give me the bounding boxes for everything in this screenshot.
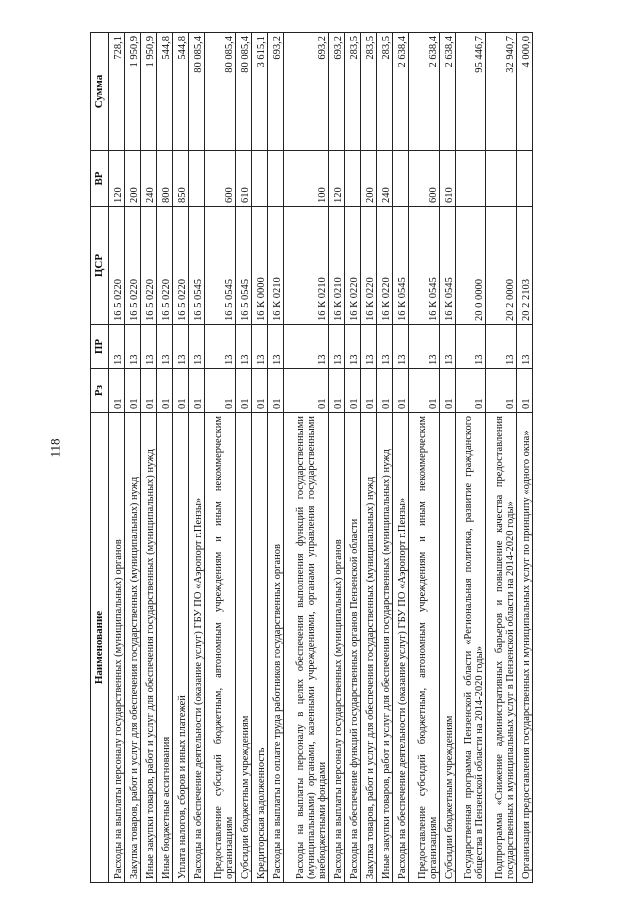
row-vr-cell — [251, 151, 267, 207]
row-pr-cell: 13 — [157, 325, 173, 369]
table-row — [455, 33, 486, 883]
budget-table — [90, 32, 533, 883]
row-rz-cell: 01 — [439, 369, 455, 413]
row-name-cell: Расходы на выплаты по оплате труда работников государственных органов — [267, 413, 283, 883]
row-name-cell: Закупка товаров, работ и услуг для обеспечения государственных (муниципальных) нужд — [125, 413, 141, 883]
row-csr-cell: 16 К 0220 — [360, 207, 376, 325]
row-name-cell: Организация предоставления государственных и муниципальных услуг по принципу «одного окна» — [516, 413, 532, 883]
table-row — [408, 33, 439, 883]
row-vr-cell: 100 — [283, 151, 328, 207]
row-vr-cell: 240 — [376, 151, 392, 207]
row-rz-cell: 01 — [141, 369, 157, 413]
row-sum-cell: 95 446,7 — [455, 33, 486, 151]
row-pr-cell: 13 — [439, 325, 455, 369]
row-vr-cell — [392, 151, 408, 207]
row-sum-cell: 283,5 — [344, 33, 360, 151]
row-vr-cell: 200 — [125, 151, 141, 207]
row-sum-cell: 80 085,4 — [189, 33, 205, 151]
row-sum-cell: 1 950,9 — [141, 33, 157, 151]
header-csr: ЦСР — [91, 207, 109, 325]
row-vr-cell: 200 — [360, 151, 376, 207]
row-vr-cell: 850 — [173, 151, 189, 207]
table-row — [439, 33, 455, 883]
row-sum-cell: 544,8 — [157, 33, 173, 151]
row-sum-cell: 728,1 — [109, 33, 125, 151]
row-name-cell: Кредиторская задолженность — [251, 413, 267, 883]
row-csr-cell: 16 К 0545 — [439, 207, 455, 325]
row-pr-cell: 13 — [141, 325, 157, 369]
table-row — [157, 33, 173, 883]
row-name-cell: Предоставление субсидий бюджетным, автономным учреждениям и иным некоммерческим организациям — [205, 413, 236, 883]
row-name-cell: Расходы на обеспечение деятельности (оказание услуг) ГБУ ПО «Аэропорт г.Пензы» — [189, 413, 205, 883]
budget-table-container — [90, 33, 533, 883]
row-pr-cell: 13 — [486, 325, 517, 369]
row-csr-cell: 16 5 0220 — [173, 207, 189, 325]
row-name-cell: Иные закупки товаров, работ и услуг для обеспечения государственных (муниципальных) нужд — [141, 413, 157, 883]
table-row — [235, 33, 251, 883]
row-sum-cell: 2 638,4 — [392, 33, 408, 151]
row-name-cell: Предоставление субсидий бюджетным, автономным учреждениям и иным некоммерческим организациям — [408, 413, 439, 883]
row-pr-cell: 13 — [267, 325, 283, 369]
row-sum-cell: 1 950,9 — [125, 33, 141, 151]
row-vr-cell — [486, 151, 517, 207]
row-rz-cell: 01 — [205, 369, 236, 413]
row-pr-cell: 13 — [205, 325, 236, 369]
row-rz-cell: 01 — [328, 369, 344, 413]
row-vr-cell — [455, 151, 486, 207]
row-csr-cell: 16 К 0220 — [376, 207, 392, 325]
row-sum-cell: 693,2 — [328, 33, 344, 151]
row-sum-cell: 283,5 — [360, 33, 376, 151]
row-name-cell: Закупка товаров, работ и услуг для обеспечения государственных (муниципальных) нужд — [360, 413, 376, 883]
header-sum: Сумма — [91, 33, 109, 151]
row-rz-cell: 01 — [189, 369, 205, 413]
table-row — [189, 33, 205, 883]
table-row — [328, 33, 344, 883]
row-csr-cell: 16 К 0210 — [328, 207, 344, 325]
table-row — [283, 33, 328, 883]
row-pr-cell: 13 — [125, 325, 141, 369]
row-vr-cell — [189, 151, 205, 207]
page-number: 118 — [47, 438, 63, 458]
row-rz-cell: 01 — [344, 369, 360, 413]
row-rz-cell: 01 — [360, 369, 376, 413]
row-name-cell: Уплата налогов, сборов и иных платежей — [173, 413, 189, 883]
row-rz-cell: 01 — [486, 369, 517, 413]
table-row — [486, 33, 517, 883]
row-sum-cell: 693,2 — [267, 33, 283, 151]
row-vr-cell: 610 — [235, 151, 251, 207]
row-sum-cell: 4 000,0 — [516, 33, 532, 151]
row-vr-cell: 120 — [328, 151, 344, 207]
row-name-cell: Расходы на выплаты персоналу государственных (муниципальных) органов — [328, 413, 344, 883]
row-csr-cell: 16 К 0000 — [251, 207, 267, 325]
table-row — [267, 33, 283, 883]
table-row — [173, 33, 189, 883]
row-vr-cell — [267, 151, 283, 207]
row-vr-cell: 120 — [109, 151, 125, 207]
row-name-cell: Расходы на обеспечение деятельности (оказание услуг) ГБУ ПО «Аэропорт г.Пензы» — [392, 413, 408, 883]
row-sum-cell: 544,8 — [173, 33, 189, 151]
row-csr-cell: 16 5 0220 — [109, 207, 125, 325]
row-rz-cell: 01 — [267, 369, 283, 413]
row-rz-cell: 01 — [157, 369, 173, 413]
row-csr-cell: 20 2 0000 — [486, 207, 517, 325]
row-csr-cell: 16 К 0210 — [267, 207, 283, 325]
header-pr: ПР — [91, 325, 109, 369]
row-csr-cell: 20 2 2103 — [516, 207, 532, 325]
header-name: Наименование — [91, 413, 109, 883]
row-sum-cell: 2 638,4 — [408, 33, 439, 151]
table-row — [392, 33, 408, 883]
row-csr-cell: 16 5 0220 — [125, 207, 141, 325]
table-row — [516, 33, 532, 883]
row-name-cell: Расходы на выплаты персоналу в целях обеспечения выполнения функций государственными (муниципальными) органами, казенными учреждениями, органами управления государственными внебюджетными фондами — [283, 413, 328, 883]
row-sum-cell: 80 085,4 — [205, 33, 236, 151]
row-rz-cell: 01 — [235, 369, 251, 413]
row-csr-cell: 16 К 0210 — [283, 207, 328, 325]
table-row — [141, 33, 157, 883]
row-pr-cell: 13 — [189, 325, 205, 369]
table-row — [205, 33, 236, 883]
row-csr-cell: 16 5 0545 — [189, 207, 205, 325]
row-name-cell: Подпрограмма «Снижение административных барьеров и повышение качества предоставления государственных и муниципальных услуг в Пензенской области на 2014-2020 годы» — [486, 413, 517, 883]
row-rz-cell: 01 — [376, 369, 392, 413]
row-pr-cell: 13 — [235, 325, 251, 369]
row-sum-cell: 80 085,4 — [235, 33, 251, 151]
row-rz-cell: 01 — [283, 369, 328, 413]
row-rz-cell: 01 — [125, 369, 141, 413]
row-csr-cell: 16 5 0220 — [157, 207, 173, 325]
row-csr-cell: 16 5 0545 — [235, 207, 251, 325]
table-row — [376, 33, 392, 883]
row-rz-cell: 01 — [516, 369, 532, 413]
row-rz-cell: 01 — [408, 369, 439, 413]
header-vr: ВР — [91, 151, 109, 207]
row-sum-cell: 3 615,1 — [251, 33, 267, 151]
row-pr-cell: 13 — [392, 325, 408, 369]
row-vr-cell: 600 — [205, 151, 236, 207]
row-pr-cell: 13 — [251, 325, 267, 369]
row-csr-cell: 20 0 0000 — [455, 207, 486, 325]
table-row — [109, 33, 125, 883]
row-rz-cell: 01 — [392, 369, 408, 413]
table-row — [360, 33, 376, 883]
row-vr-cell — [516, 151, 532, 207]
row-rz-cell: 01 — [109, 369, 125, 413]
row-pr-cell: 13 — [344, 325, 360, 369]
row-name-cell: Расходы на обеспечение функций государственных органов Пензенской области — [344, 413, 360, 883]
row-csr-cell: 16 К 0220 — [344, 207, 360, 325]
table-row — [344, 33, 360, 883]
row-name-cell: Субсидии бюджетным учреждениям — [439, 413, 455, 883]
row-pr-cell: 13 — [360, 325, 376, 369]
row-csr-cell: 16 5 0220 — [141, 207, 157, 325]
row-vr-cell: 600 — [408, 151, 439, 207]
row-pr-cell: 13 — [283, 325, 328, 369]
row-sum-cell: 32 940,7 — [486, 33, 517, 151]
row-vr-cell: 610 — [439, 151, 455, 207]
row-name-cell: Субсидии бюджетным учреждениям — [235, 413, 251, 883]
row-rz-cell: 01 — [173, 369, 189, 413]
table-header-row — [91, 33, 109, 883]
row-pr-cell: 13 — [516, 325, 532, 369]
row-vr-cell — [344, 151, 360, 207]
row-name-cell: Иные бюджетные ассигнования — [157, 413, 173, 883]
row-csr-cell: 16 К 0545 — [392, 207, 408, 325]
row-pr-cell: 13 — [408, 325, 439, 369]
row-name-cell: Расходы на выплаты персоналу государственных (муниципальных) органов — [109, 413, 125, 883]
row-rz-cell: 01 — [455, 369, 486, 413]
row-sum-cell: 693,2 — [283, 33, 328, 151]
row-pr-cell: 13 — [328, 325, 344, 369]
row-csr-cell: 16 5 0545 — [205, 207, 236, 325]
row-pr-cell: 13 — [173, 325, 189, 369]
row-pr-cell: 13 — [376, 325, 392, 369]
row-name-cell: Иные закупки товаров, работ и услуг для обеспечения государственных (муниципальных) нужд — [376, 413, 392, 883]
table-row — [251, 33, 267, 883]
row-vr-cell: 240 — [141, 151, 157, 207]
row-pr-cell: 13 — [455, 325, 486, 369]
row-sum-cell: 283,5 — [376, 33, 392, 151]
row-pr-cell: 13 — [109, 325, 125, 369]
row-csr-cell: 16 К 0545 — [408, 207, 439, 325]
row-rz-cell: 01 — [251, 369, 267, 413]
row-vr-cell: 800 — [157, 151, 173, 207]
row-sum-cell: 2 638,4 — [439, 33, 455, 151]
header-rz: Рз — [91, 369, 109, 413]
table-row — [125, 33, 141, 883]
row-name-cell: Государственная программа Пензенской области «Региональная политика, развитие гражданского общества в Пензенской области на 2014-2020 годы» — [455, 413, 486, 883]
